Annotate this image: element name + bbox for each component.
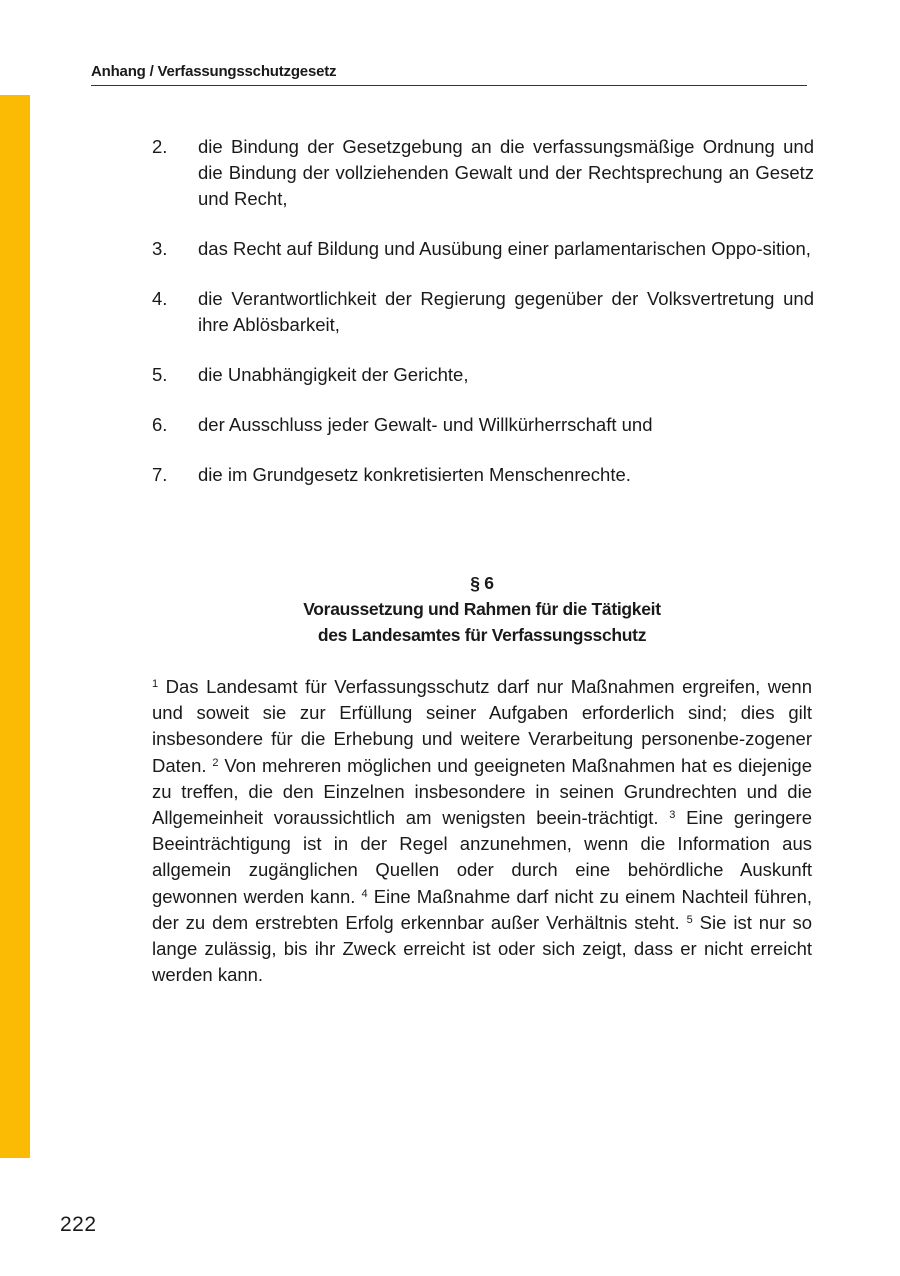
list-text: die Bindung der Gesetzgebung an die verfassungsmäßige Ordnung und die Bindung der vollziehenden Gewalt und der Rechtsprechung an Gesetz und Recht,: [198, 136, 814, 209]
section-heading: [150, 570, 814, 648]
list-item: [150, 134, 814, 212]
sentence-text: Sie ist nur so lange zulässig, bis ihr Zweck erreicht ist oder sich zeigt, dass er nicht erreicht werden kann.: [152, 911, 813, 986]
sentence-number: 2: [212, 756, 219, 769]
list-text: die im Grundgesetz konkretisierten Menschenrechte.: [198, 464, 631, 485]
list-item: [150, 236, 814, 262]
list-text: die Verantwortlichkeit der Regierung gegenüber der Volksvertretung und ihre Ablösbarkeit,: [198, 288, 814, 335]
list-number: 6.: [152, 414, 168, 435]
sentence-number: 5: [686, 913, 693, 926]
sentence-number: 3: [669, 809, 676, 822]
list-number: 2.: [152, 136, 168, 157]
list-text: der Ausschluss jeder Gewalt- und Willkürherrschaft und: [198, 414, 653, 435]
running-header: Anhang / Verfassungsschutzgesetz: [91, 62, 807, 86]
sentence-text: Das Landesamt für Verfassungsschutz darf nur Maßnahmen ergreifen, wenn und soweit sie zur Erfüllung seiner Aufgaben erforderlich sind; dies gilt insbesondere für die Erhebung und weitere Verarbeitung personenbe-zogener Daten.: [152, 676, 813, 776]
list-item: [150, 462, 814, 488]
list-item: [150, 362, 814, 388]
list-item: [150, 286, 814, 338]
sentence-text: Eine Maßnahme darf nicht zu einem Nachteil führen, der zu dem erstrebten Erfolg erkennbar außer Verhältnis steht.: [152, 885, 812, 933]
page-number: 222: [60, 1213, 97, 1236]
sentence-text: Von mehreren möglichen und geeigneten Maßnahmen hat es diejenige zu treffen, die den Einzelnen insbesondere in seinen Grundrechten und die Allgemeinheit voraussichtlich am wenigsten beein-trächtigt.: [152, 754, 813, 829]
body-paragraph: [152, 674, 812, 988]
list-text: das Recht auf Bildung und Ausübung einer parlamentarischen Oppo-sition,: [198, 238, 811, 259]
list-number: 4.: [152, 288, 168, 309]
section-number: § 6: [470, 573, 494, 593]
section-title-line-2: des Landesamtes für Verfassungsschutz: [317, 625, 647, 645]
list-number: 3.: [152, 238, 168, 259]
yellow-margin-bar: [0, 95, 30, 1158]
list-number: 7.: [152, 464, 168, 485]
sentence-number: 1: [152, 678, 159, 690]
list-number: 5.: [152, 364, 168, 385]
list-text: die Unabhängigkeit der Gerichte,: [198, 364, 469, 385]
sentence-text: Eine geringere Beeinträchtigung ist in der Regel anzunehmen, wenn die Information aus allgemein zugänglichen Quellen oder durch eine behördliche Auskunft gewonnen werden kann.: [152, 807, 813, 907]
section-title-line-1: Voraussetzung und Rahmen für die Tätigkeit: [303, 599, 661, 619]
sentence-number: 4: [361, 887, 368, 900]
list-item: [150, 412, 814, 438]
numbered-list: [150, 134, 814, 512]
